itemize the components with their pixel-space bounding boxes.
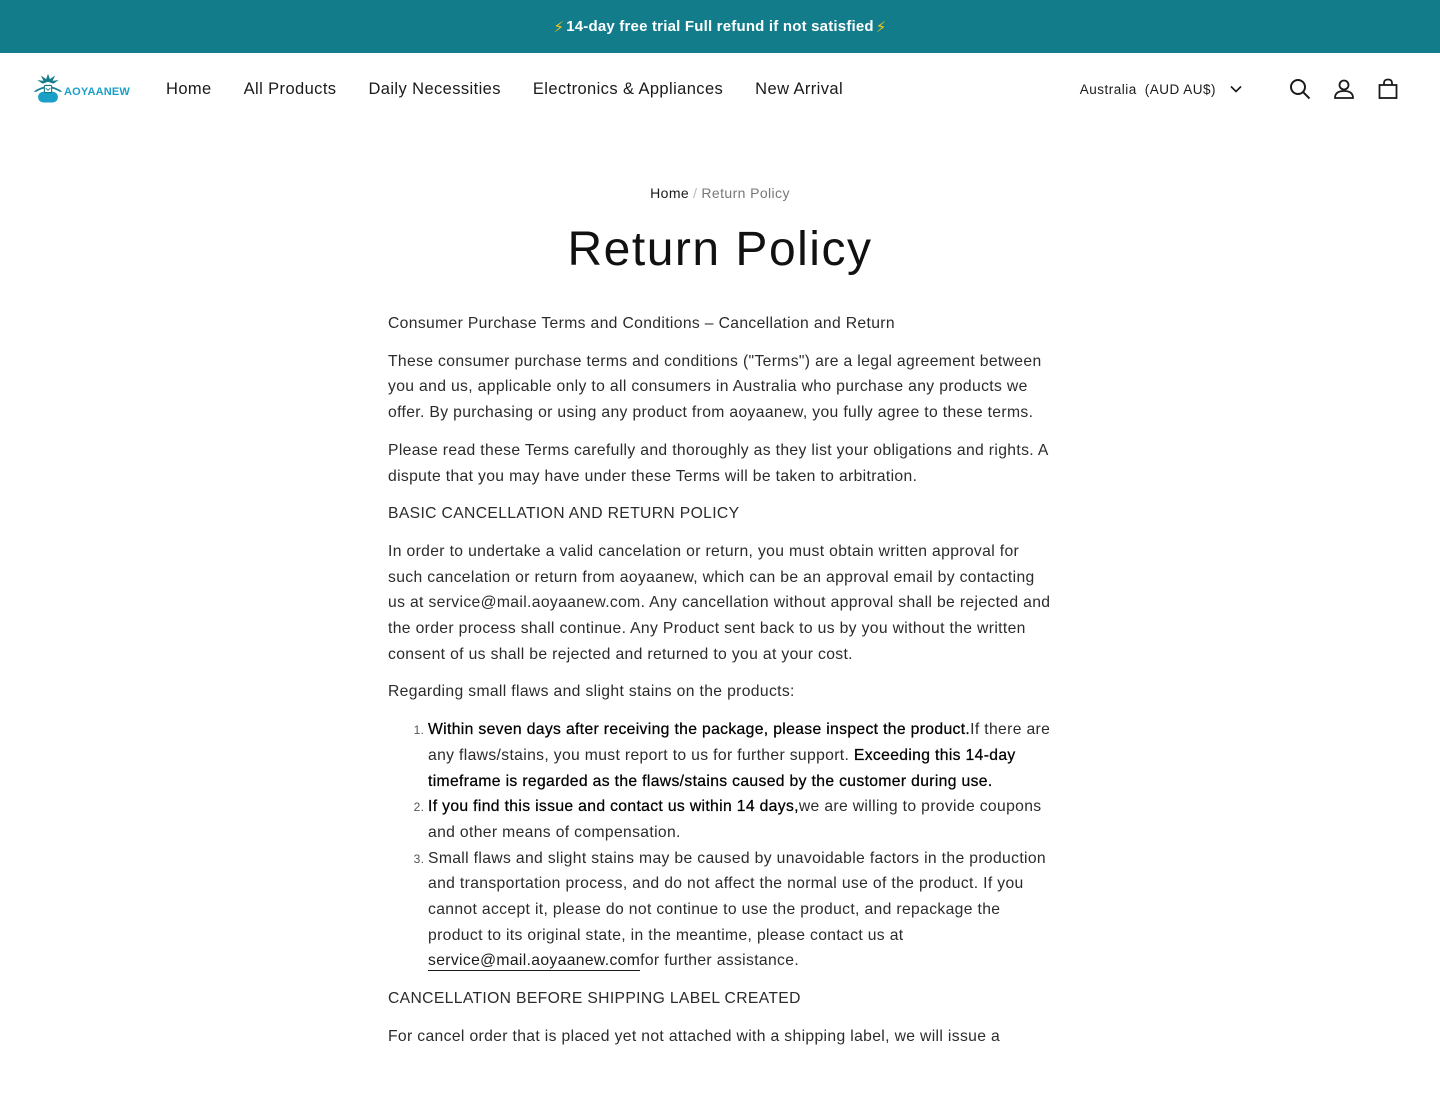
- nav-new-arrival[interactable]: New Arrival: [755, 79, 844, 98]
- list-item: [428, 794, 1055, 845]
- logo-icon: [30, 70, 66, 108]
- header-actions: [1080, 53, 1400, 125]
- list-item: [428, 846, 1055, 975]
- list-item-text: Small flaws and slight stains may be caused by unavoidable factors in the production and transportation process, and do not affect the normal use of the product. If you cannot accept it, please do not continue to use the product, and repackage the product to its original state, in the meantime, please contact us at: [428, 849, 1047, 944]
- search-icon[interactable]: [1288, 77, 1312, 101]
- breadcrumb-current: Return Policy: [701, 185, 790, 201]
- paragraph: Please read these Terms carefully and thoroughly as they list your obligations and rights. A dispute that you may have under these Terms will be taken to arbitration.: [388, 441, 1048, 485]
- breadcrumb-separator: /: [693, 185, 698, 201]
- list-item: [428, 717, 1055, 794]
- main-content: [385, 125, 1055, 1050]
- paragraph: For cancel order that is placed yet not attached with a shipping label, we will issue a: [388, 1027, 1001, 1045]
- currency-code: (AUD AU$): [1144, 81, 1216, 97]
- list-item-text: If there are any flaws/stains, you must report to us for further support.: [428, 721, 1051, 764]
- list-item-text: we are willing to provide coupons and other means of compensation.: [428, 798, 1042, 841]
- breadcrumb-home[interactable]: Home: [650, 185, 690, 201]
- list-item-bold: Within seven days after receiving the package, please inspect the product.: [428, 721, 971, 739]
- paragraph: These consumer purchase terms and conditions ("Terms") are a legal agreement between you and us, applicable only to all consumers in Australia who purchase any products we offer. By purchasing or using any product from aoyaanew, you fully agree to these terms.: [388, 352, 1042, 422]
- currency-country: Australia: [1079, 81, 1137, 97]
- site-header: [0, 53, 1440, 125]
- list-item-text: for further assistance.: [640, 952, 800, 970]
- paragraph: Regarding small flaws and slight stains on the products:: [388, 683, 795, 701]
- cart-icon[interactable]: [1376, 77, 1400, 101]
- nav-all-products[interactable]: All Products: [243, 79, 337, 98]
- flaws-list: [428, 717, 1055, 974]
- lightning-icon: ⚡: [875, 18, 887, 36]
- nav-electronics-appliances[interactable]: Electronics & Appliances: [532, 79, 724, 98]
- section-heading: CANCELLATION BEFORE SHIPPING LABEL CREATED: [388, 990, 801, 1008]
- policy-body: [385, 311, 1055, 1050]
- lightning-icon: ⚡: [553, 18, 565, 36]
- announcement-text: 14-day free trial Full refund if not satisfied: [566, 18, 874, 35]
- announcement-bar: [0, 0, 1440, 53]
- currency-selector[interactable]: [1080, 82, 1242, 97]
- list-item-bold: If you find this issue and contact us within 14 days,: [428, 798, 799, 816]
- main-nav: [166, 80, 875, 99]
- nav-daily-necessities[interactable]: Daily Necessities: [368, 79, 501, 98]
- paragraph: In order to undertake a valid cancelation or return, you must obtain written approval for such cancelation or return from aoyaanew, which can be an approval email by contacting us at service@mail.aoyaanew.com. Any cancellation without approval shall be rejected and the order process shall continue. Any Product sent back to us by you without the written consent of us shall be rejected and returned to you at your cost.: [388, 542, 1051, 663]
- chevron-down-icon: [1230, 85, 1242, 93]
- logo-text: AOYAANEW: [64, 86, 130, 98]
- section-heading: BASIC CANCELLATION AND RETURN POLICY: [388, 505, 740, 523]
- page-title: Return Policy: [567, 223, 873, 276]
- email-link[interactable]: service@mail.aoyaanew.com: [428, 952, 641, 970]
- breadcrumb: [385, 185, 1055, 201]
- list-item-bold: Exceeding this 14-day timeframe is regarded as the flaws/stains caused by the customer during use.: [428, 746, 1016, 790]
- account-icon[interactable]: [1332, 77, 1356, 101]
- intro-heading: Consumer Purchase Terms and Conditions – Cancellation and Return: [388, 315, 895, 332]
- logo[interactable]: [30, 69, 130, 109]
- nav-home[interactable]: Home: [166, 79, 212, 98]
